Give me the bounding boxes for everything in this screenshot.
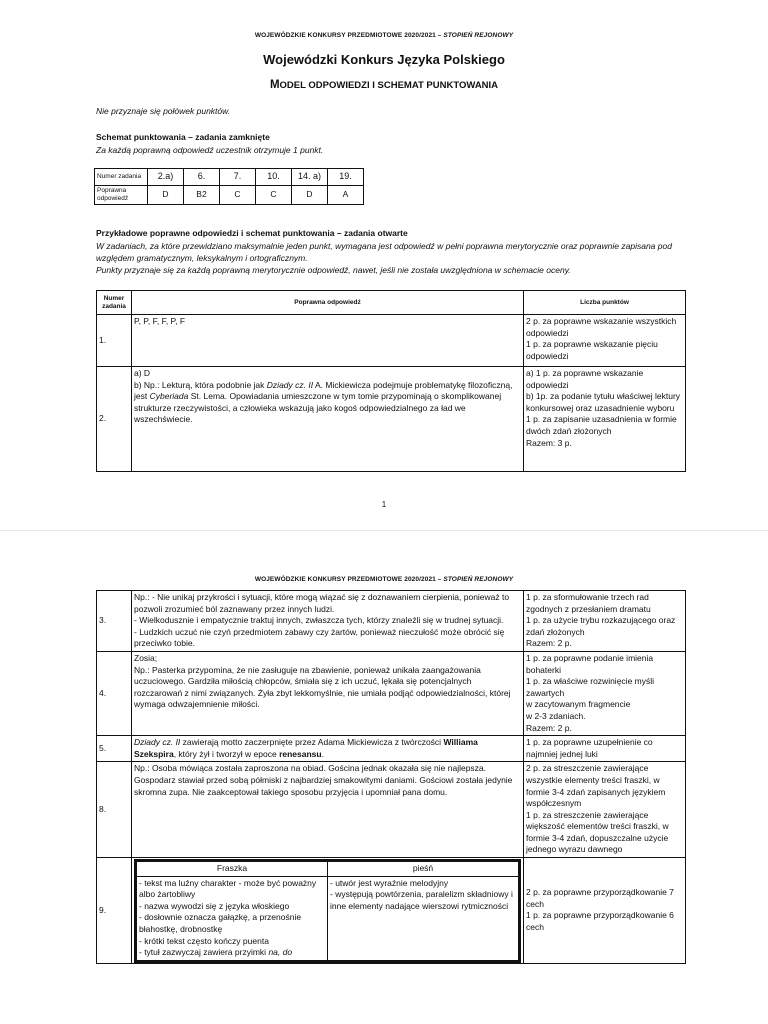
list-item: - występują powtórzenia, paralelizm składniowy i inne elementy nadające wierszowi rytmiczności (330, 889, 513, 911)
list-item-text: - tytuł zazwyczaj zawiera przyimki (139, 947, 267, 958)
closed-answer-cell: B2 (184, 186, 220, 205)
features-col-fraszka: Fraszka (137, 862, 328, 877)
points-line: 1 p. za poprawne przyporządkowanie 6 cech (526, 910, 674, 933)
points-line: 1 p. za streszczenie zawierające większość elementów treści fraszki, w formie 3-4 zdań, dopuszczalne użycie jednego wyrazu dawnego (526, 809, 669, 855)
answer-highlight: Williama Szekspira (134, 737, 478, 759)
subtitle-rest: ODEL ODPOWIEDZI I SCHEMAT PUNKTOWANIA (279, 80, 499, 91)
header-text: WOJEWÓDZKIE KONKURSY PRZEDMIOTOWE 2020/2021 – (254, 32, 442, 39)
task-points (524, 651, 686, 735)
task-answer (132, 736, 524, 762)
task-points (524, 736, 686, 762)
open-answers-table-1 (96, 290, 686, 472)
task-number: 1. (97, 315, 132, 367)
closed-task-cell: 14. a) (292, 169, 328, 186)
task-points (524, 858, 686, 964)
table-row (97, 762, 686, 858)
task-number: 4. (97, 651, 132, 735)
answer-line: Np.: Pasterka przypomina, że nie zasługuje na zbawienie, ponieważ unikała zaangażowania uczuciowego. Gardziła miłością chłopców, śmiała się z ich uczuć, lękała się potencjalnych rozczarowań z nimi związanych. Żyła zbyt lekkomyślnie, nie umiała podjąć odpowiedzialności, której wymaga odwzajemnienie miłości. (134, 664, 511, 710)
answer-line (134, 380, 521, 426)
features-col-piesn: pieśń (328, 862, 519, 877)
table-row (97, 591, 686, 652)
closed-heading: Schemat punktowania – zadania zamknięte (96, 132, 270, 142)
answer-part: b) Np.: Lekturą, która podobnie jak (134, 379, 265, 390)
points-line: 2 p. za streszczenie zawierające wszystkie elementy treści fraszki, w formie 3-4 zdań zapisanych językiem współczesnym (526, 763, 666, 809)
page-number: 1 (381, 500, 387, 509)
points-line: 1 p. za zapisanie uzasadnienia w formie dwóch zdań złożonych (526, 414, 677, 436)
features-table-wrap (134, 859, 521, 963)
task-answer (132, 367, 524, 472)
answer-line: - Ludzkich uczuć nie czyń przedmiotem zabawy czy żartów, ponieważ nieczułość może obrócić się przeciwko tobie. (134, 626, 505, 649)
closed-task-cell: 7. (220, 169, 256, 186)
answer-part: . (321, 748, 324, 759)
task-points (524, 762, 686, 858)
open-heading: Przykładowe poprawne odpowiedzi i schemat punktowania – zadania otwarte (96, 228, 408, 238)
answer-part: zawierają motto zaczerpnięte przez Adama Mickiewicza z twórczości (182, 737, 442, 748)
points-line: w zacytowanym fragmencie (526, 699, 631, 710)
features-header-row (137, 862, 519, 877)
task-number: 8. (97, 762, 132, 858)
points-line: 1 p. za użycie trybu rozkazującego oraz zdań złożonych (526, 615, 676, 637)
col-header-answer: Poprawna odpowiedź (132, 291, 524, 315)
list-item: - dosłownie oznacza gałązkę, a przenośnie błahostkę, drobnostkę (139, 912, 302, 935)
points-line: 1 p. za właściwe rozwinięcie myśli zawartych (526, 676, 655, 698)
row-label-task: Numer zadania (95, 169, 148, 186)
page-header (0, 32, 768, 39)
answer-line: - Wielkodusznie i empatycznie traktuj innych, zwłaszcza tych, którzy znaleźli się w trudnej sytuacji. (134, 615, 504, 626)
piesn-features (328, 876, 519, 960)
header-stage: STOPIEŃ REJONOWY (443, 576, 514, 583)
points-line: Razem: 2 p. (526, 722, 572, 733)
header-stage: STOPIEŃ REJONOWY (443, 32, 514, 39)
task-number: 3. (97, 591, 132, 652)
table-row (97, 736, 686, 762)
answer-part: A. Mickiewicza podejmuje problematykę filozoficzną, jest (134, 379, 513, 402)
table-row (97, 651, 686, 735)
answer-part: St. Lema. Opowiadania umieszczone w tym tomie przypominają o skomplikowanej strukturze rzeczywistości, a człowieka wskazują jako kogoś odpowiedzialnego za ład we wszechświecie. (134, 391, 502, 425)
open-answers-table-2 (96, 590, 686, 964)
points-line: a) 1 p. za poprawne wskazanie odpowiedzi (526, 368, 644, 390)
document-subtitle (0, 79, 768, 91)
task-number: 9. (97, 858, 132, 964)
points-line: 2 p. za poprawne przyporządkowanie 7 cech (526, 887, 674, 909)
task-number: 5. (97, 736, 132, 762)
half-points-note: Nie przyznaje się połówek punktów. (96, 106, 231, 116)
task-answer (132, 858, 524, 964)
fraszka-features (137, 876, 328, 960)
answer-line: Np.: Osoba mówiąca została zaproszona na obiad. Gościna jednak okazała się nie najlepsza. Gospodarz stawiał przed sobą półmiski z najbardziej smakowitymi daniami. Gościowi została jedynie skromna zupa. Nie zaakceptował takiego sposobu przyjęcia i upomniał pana domu. (134, 763, 513, 797)
list-item: - krótki tekst często kończy puenta (139, 935, 269, 946)
closed-answer-cell: A (328, 186, 364, 205)
open-intro-1: W zadaniach, za które przewidziano maksymalnie jeden punkt, wymagana jest odpowiedź w pełni poprawna merytorycznie oraz poprawnie zapisana pod względem gramatycznym, leksykalnym i ortograficznym. (96, 241, 672, 263)
answer-line: Np.: - Nie unikaj przykrości i sytuacji, które mogą wiązać się z doznawaniem cierpienia, ponieważ to pozwoli zrozumieć ból zaznawany przez innych ludzi. (134, 592, 510, 614)
closed-answers-table (94, 168, 364, 205)
points-line: Razem: 3 p. (526, 437, 572, 448)
list-item: - nazwa wywodzi się z języka włoskiego (139, 900, 290, 911)
closed-task-row (95, 169, 364, 186)
features-body-row (137, 876, 519, 960)
points-line: 1 p. za poprawne wskazanie pięciu odpowiedzi (526, 339, 658, 361)
closed-task-cell: 19. (328, 169, 364, 186)
points-line: 2 p. za poprawne wskazanie wszystkich odpowiedzi (526, 316, 677, 338)
col-header-points: Liczba punktów (524, 291, 686, 315)
list-item: - utwór jest wyraźnie melodyjny (330, 877, 449, 888)
list-item-italic: na, do (268, 947, 293, 958)
header-text: WOJEWÓDZKIE KONKURSY PRZEDMIOTOWE 2020/2021 – (254, 576, 442, 583)
answer-line: a) D (134, 368, 151, 378)
points-line: 1 p. za poprawne podanie imienia bohaterki (526, 652, 654, 675)
subtitle-initial: M (269, 79, 280, 91)
list-item (139, 947, 325, 959)
table-row (97, 315, 686, 367)
points-line: 1 p. za poprawne uzupełnienie co najmniej jednej luki (526, 737, 653, 759)
closed-answer-row (95, 186, 364, 205)
col-header-number: Numer zadania (97, 291, 132, 315)
closed-answer-cell: D (148, 186, 184, 205)
task-points (524, 315, 686, 367)
closed-answer-cell: C (220, 186, 256, 205)
task-answer (132, 651, 524, 735)
open-intro-2: Punkty przyznaje się za każdą poprawną merytorycznie odpowiedź, nawet, jeśli nie została uwzględniona w schemacie oceny. (96, 265, 571, 275)
answer-line: Zosia; (134, 652, 158, 663)
page-header (0, 576, 768, 583)
closed-intro: Za każdą poprawną odpowiedź uczestnik otrzymuje 1 punkt. (96, 145, 324, 155)
table-row (97, 367, 686, 472)
answer-highlight: renesansu (279, 748, 322, 759)
closed-answer-cell: C (256, 186, 292, 205)
task-points (524, 367, 686, 472)
task-answer: P, P, F, F, P, F (132, 315, 524, 367)
points-line: Razem: 2 p. (526, 638, 572, 649)
points-line: 1 p. za sformułowanie trzech rad zgodnych z przesłaniem dramatu (526, 592, 651, 614)
points-line: b) 1p. za podanie tytułu właściwej lektury konkursowej oraz uzasadnienie wyboru (526, 391, 681, 413)
closed-task-cell: 2.a) (148, 169, 184, 186)
answer-part: , który żył i tworzył w epoce (173, 748, 277, 759)
task-answer (132, 591, 524, 652)
document-title: Wojewódzki Konkurs Języka Polskiego (263, 52, 505, 67)
table-header-row (97, 291, 686, 315)
work-title: Cyberiada (149, 391, 189, 402)
points-line: w 2-3 zdaniach. (526, 710, 586, 721)
task-points (524, 591, 686, 652)
features-table (136, 861, 519, 961)
task-answer (132, 762, 524, 858)
work-title: Dziady cz. II (134, 737, 181, 748)
work-title: Dziady cz. II (266, 379, 314, 390)
task-number: 2. (97, 367, 132, 472)
closed-task-cell: 10. (256, 169, 292, 186)
closed-answer-cell: D (292, 186, 328, 205)
closed-task-cell: 6. (184, 169, 220, 186)
row-label-answer: Poprawna odpowiedź (95, 186, 148, 205)
list-item: - tekst ma luźny charakter - może być poważny albo żartobliwy (139, 877, 317, 900)
table-row (97, 858, 686, 964)
